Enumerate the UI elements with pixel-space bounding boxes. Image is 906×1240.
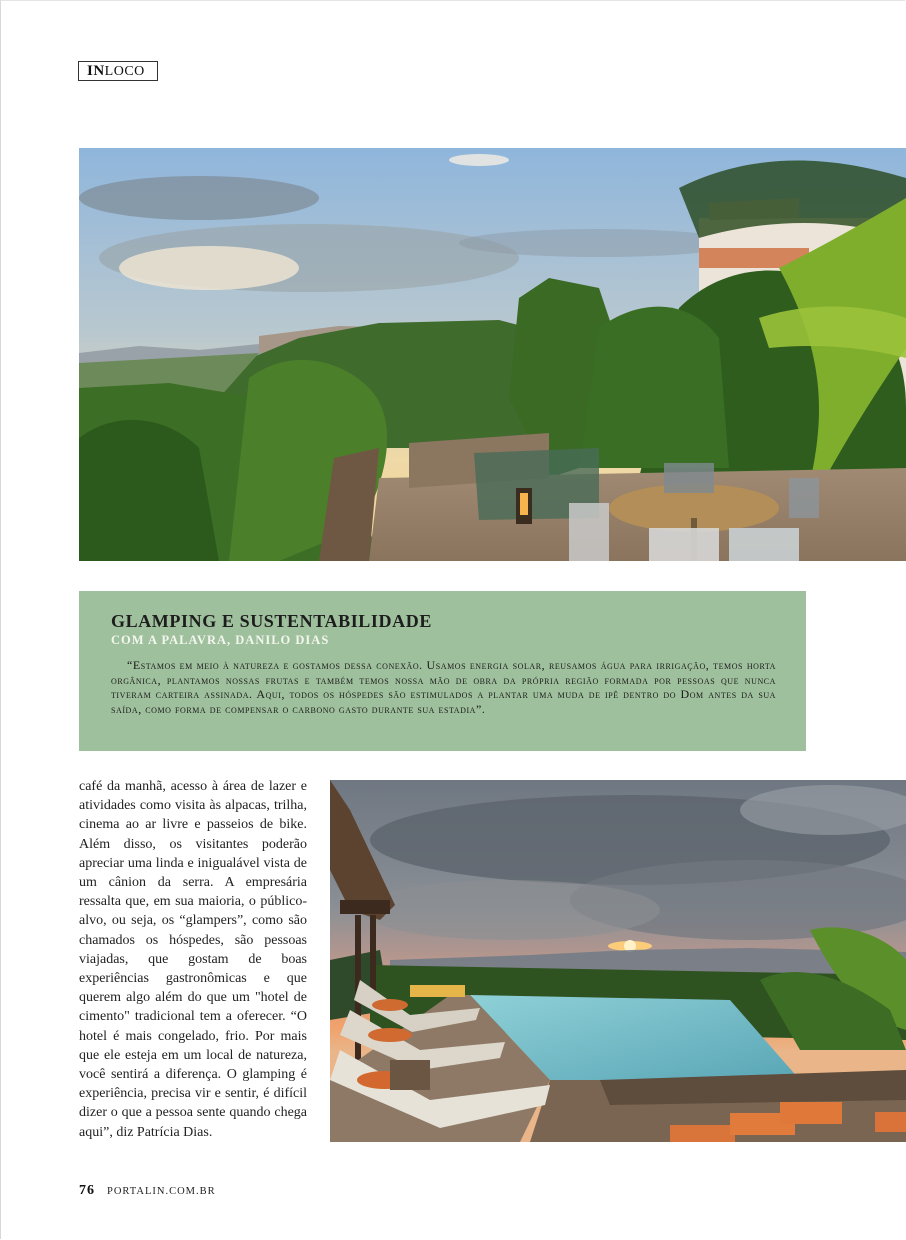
quote-box [79, 591, 806, 751]
section-tag-rest: LOCO [104, 64, 145, 79]
quote-text: “Estamos em meio à natureza e gostamos dessa conexão. Usamos energia solar, reusamos água para irrigação, temos horta orgânica, plantamos nossas frutas e também temos nossa mão de obra da própria região formada por pessoas que nunca tiveram carteira assinada. Aqui, todos os hóspedes são estimulados a plantar uma muda de ipê dentro do Dom antes da sua saída, como forma de compensar o carbono gasto durante sua estadia”. [111, 658, 776, 716]
bottom-photo [330, 780, 906, 1142]
article-body: café da manhã, acesso à área de lazer e atividades como visita às alpacas, trilha, cinema ao ar livre e passeios de bike. Além disso, os visitantes poderão apreciar uma linda e inigualável vista de um cânion da serra. A empresária ressalta que, em sua maioria, o público-alvo, ou seja, os “glampers”, como são chamados os hóspedes, são pessoas viajadas, que gostam de boas experiências gastronômicas e que querem algo além do que um "hotel de cimento" tradicional tem a oferecer. “O hotel é mais congelado, frio. Por mais que ele esteja em um local de natureza, você sentirá a diferença. O glamping é experiência, precisa vir e sentir, é difícil dizer o que a pessoa sente quando chega aqui”, diz Patrícia Dias. [79, 779, 307, 1140]
top-photo [79, 148, 906, 561]
section-tag [78, 61, 158, 81]
top-photo-illustration [79, 148, 906, 561]
bottom-photo-illustration [330, 780, 906, 1142]
quote-title: GLAMPING E SUSTENTABILIDADE [111, 611, 432, 631]
section-tag-strong: IN [87, 63, 105, 79]
page-number: 76 [79, 1183, 95, 1198]
site-url: PORTALIN.COM.BR [107, 1186, 216, 1197]
page-footer [79, 1183, 216, 1199]
quote-subtitle: COM A PALAVRA, DANILO DIAS [111, 633, 330, 647]
